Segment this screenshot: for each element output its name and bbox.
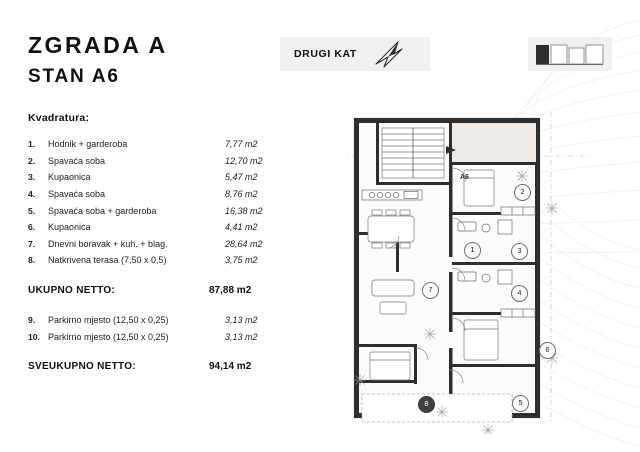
room-name: Spavaća soba + garderoba xyxy=(48,205,157,216)
north-arrow-icon xyxy=(372,38,408,70)
unit-tag: A6 xyxy=(460,174,469,181)
room-number: 2. xyxy=(28,155,36,166)
table-row xyxy=(28,136,285,153)
room-area: 5,47 m2 xyxy=(225,172,258,183)
room-area: 3,75 m2 xyxy=(225,255,258,266)
table-row xyxy=(28,169,285,186)
plan-marker-2: 2 xyxy=(514,184,531,201)
table-row xyxy=(28,186,285,203)
covered-terrace xyxy=(362,394,512,422)
parking-name: Parkirno mjesto (12,50 x 0,25) xyxy=(48,331,169,342)
netto-total-row xyxy=(28,285,300,296)
netto-total-value: 87,88 m2 xyxy=(209,284,252,296)
grand-total-value: 94,14 m2 xyxy=(209,360,252,372)
plan-marker-5: 5 xyxy=(512,395,529,412)
room-area: 28,64 m2 xyxy=(225,238,263,249)
dining-table xyxy=(368,210,414,248)
plan-marker-1: 1 xyxy=(464,242,481,259)
room-name: Hodnik + garderoba xyxy=(48,139,128,150)
room-name: Natkrivena terasa (7,50 x 0,5) xyxy=(48,255,167,266)
room-number: 7. xyxy=(28,238,36,249)
table-row xyxy=(28,328,285,345)
unit-info-panel xyxy=(28,34,300,388)
parking-number: 9. xyxy=(28,315,36,326)
building-thumbnail-badge xyxy=(528,37,612,71)
plan-marker-3: 3 xyxy=(511,243,528,260)
plan-marker-7: 7 xyxy=(422,282,439,299)
parking-name: Parkirno mjesto (12,50 x 0,25) xyxy=(48,315,169,326)
grand-total-row xyxy=(28,361,300,372)
building-title: ZGRADA A xyxy=(28,32,168,58)
plan-marker-8: 8 xyxy=(418,396,435,413)
parking-number: 10. xyxy=(28,331,40,342)
parking-schedule-table xyxy=(28,312,285,345)
parking-area: 3,13 m2 xyxy=(225,315,258,326)
room-name: Spavaća soba xyxy=(48,189,106,200)
schedule-section-label: Kvadratura: xyxy=(28,112,90,124)
room-schedule-table xyxy=(28,136,285,269)
kitchen-fixtures xyxy=(362,190,422,200)
building-thumbnail-icon xyxy=(528,37,612,71)
grand-total-label: SVEUKUPNO NETTO: xyxy=(28,360,136,372)
room-number: 1. xyxy=(28,139,36,150)
room-name: Kupaonica xyxy=(48,222,91,233)
table-row xyxy=(28,219,285,236)
table-row xyxy=(28,153,285,170)
room-area: 12,70 m2 xyxy=(225,155,263,166)
plan-marker-6: 6 xyxy=(539,342,556,359)
room-number: 3. xyxy=(28,172,36,183)
room-number: 8. xyxy=(28,255,36,266)
floor-plan-svg xyxy=(346,112,596,434)
room-area: 8,76 m2 xyxy=(225,189,258,200)
table-row xyxy=(28,312,285,329)
plan-marker-4: 4 xyxy=(511,285,528,302)
room-number: 4. xyxy=(28,189,36,200)
staircase xyxy=(382,128,444,178)
table-row xyxy=(28,236,285,253)
floor-plan-drawing xyxy=(346,112,596,434)
room-name: Kupaonica xyxy=(48,172,91,183)
room-number: 5. xyxy=(28,205,36,216)
room-number: 6. xyxy=(28,222,36,233)
room-area: 4,41 m2 xyxy=(225,222,258,233)
table-row xyxy=(28,202,285,219)
table-row xyxy=(28,252,285,269)
netto-total-label: UKUPNO NETTO: xyxy=(28,284,116,296)
floor-label: DRUGI KAT xyxy=(294,48,357,60)
unit-title: STAN A6 xyxy=(28,66,120,87)
room-name: Spavaća soba xyxy=(48,155,106,166)
entry-zone xyxy=(452,123,536,162)
room-area: 16,38 m2 xyxy=(225,205,263,216)
parking-area: 3,13 m2 xyxy=(225,331,258,342)
room-name: Dnevni boravak + kuh. + blag. xyxy=(48,238,168,249)
room-area: 7,77 m2 xyxy=(225,139,258,150)
